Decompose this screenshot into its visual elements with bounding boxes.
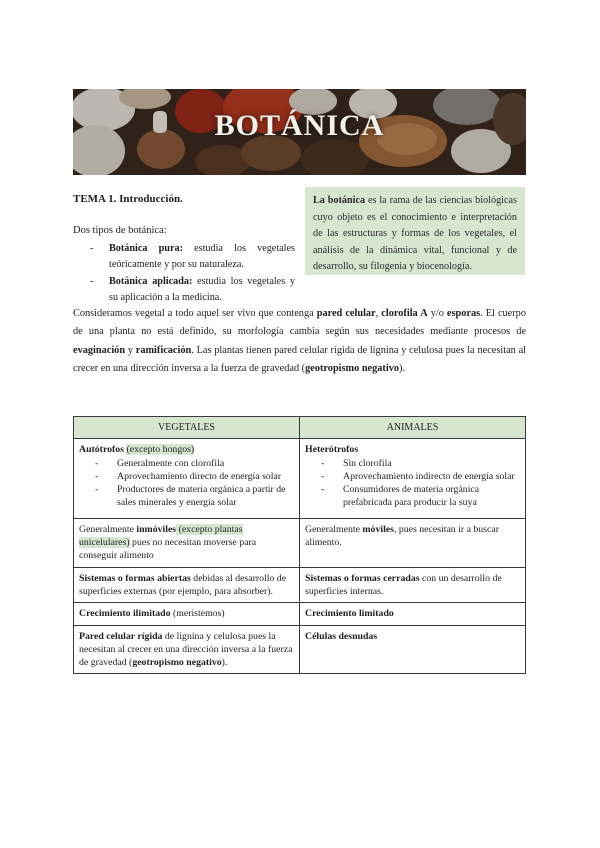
table-cell — [74, 625, 300, 674]
cell-bold: móviles — [362, 523, 394, 535]
cell-text: de lignina y celulosa pues la necesitan al crecer en una dirección inversa a la fuerza de gravedad ( — [79, 630, 293, 669]
paragraph-bold: pared celular — [316, 308, 376, 319]
cell-text: Generalmente — [305, 523, 363, 535]
cell-text: pues no necesitan moverse para conseguir alimento — [79, 537, 257, 562]
list-item — [90, 241, 295, 274]
cell-text: debidas al desarrollo de superficies externas (por ejemplo, para absorber). — [79, 572, 287, 597]
paragraph-text: y — [125, 344, 136, 356]
table-cell — [300, 603, 526, 625]
table-cell — [300, 567, 526, 603]
list-item: - Consumidores de materia orgánica prefabricada para producir la suya — [321, 483, 520, 510]
table-cell — [74, 567, 300, 603]
list-item: - Aprovechamiento directo de energía solar — [95, 470, 294, 483]
column-header-vegetales: VEGETALES — [74, 417, 300, 439]
types-intro: Dos tipos de botánica: — [73, 225, 167, 236]
table-row — [74, 439, 526, 518]
body-paragraph — [73, 305, 526, 378]
cell-bold: Sistemas o formas abiertas — [79, 572, 191, 584]
cell-bold: Crecimiento ilimitado — [79, 608, 171, 620]
paragraph-text: Consideramos vegetal a todo aquel ser vivo que contenga — [73, 308, 317, 319]
cell-text: (meristemos) — [170, 608, 225, 620]
list-item: - Generalmente con clorofila — [95, 457, 294, 470]
cell-bold: Pared celular rígida — [79, 630, 163, 642]
types-list — [90, 241, 295, 307]
page-title: BOTÁNICA — [214, 109, 385, 142]
table-cell — [74, 439, 300, 518]
cell-list — [305, 457, 520, 510]
type-text: estudia los vegetales teóricamente y por su naturaleza. — [109, 243, 296, 271]
comparison-table — [73, 416, 526, 674]
cell-bold: Autótrofos — [79, 444, 124, 456]
paragraph-bold: geotropismo negativo — [305, 362, 400, 374]
type-text: estudia los vegetales y su aplicación a la medicina. — [109, 275, 295, 304]
table-cell — [74, 518, 300, 567]
cell-text: , pues necesitan ir a buscar alimento. — [305, 523, 499, 549]
cell-text: con un desarrollo de superficies internas. — [305, 572, 502, 597]
cell-highlight: (excepto plantas unicelulares) — [79, 523, 243, 549]
cell-bold: inmóviles — [136, 523, 177, 535]
table-header-row — [74, 417, 526, 439]
cell-bold: Sistemas o formas cerradas — [305, 572, 420, 584]
section-heading: TEMA 1. Introducción. — [73, 193, 183, 205]
table-row — [74, 518, 526, 567]
table-row — [74, 603, 526, 625]
cell-bold: Células desnudas — [305, 630, 378, 642]
paragraph-text: y/o — [427, 308, 447, 319]
definition-callout — [305, 187, 525, 275]
header-banner — [73, 89, 526, 175]
column-header-animales: ANIMALES — [300, 417, 526, 439]
paragraph-text: . Las plantas tienen pared celular rígida de lignina y celulosa pues la necesitan al crecer en una dirección inversa a la fuerza de gravedad ( — [73, 344, 526, 374]
type-term: Botánica aplicada: — [109, 275, 193, 287]
list-item: - Aprovechamiento indirecto de energía solar — [321, 470, 520, 483]
table-cell — [300, 625, 526, 674]
callout-text: es la rama de las ciencias biológicas cuyo objeto es el conocimiento e interpretación de las estructuras y formas de los vegetales, el análisis de la dinámica vital, funcional y de desarrollo, su filogenia y biocenología. — [313, 195, 518, 272]
table-cell — [300, 518, 526, 567]
cell-bold: Crecimiento limitado — [305, 608, 394, 620]
cell-text: Generalmente — [79, 523, 137, 535]
paragraph-text: , — [375, 308, 382, 319]
table-cell — [74, 603, 300, 625]
table-cell — [300, 439, 526, 518]
type-term: Botánica pura: — [109, 243, 183, 254]
callout-term: La botánica — [313, 195, 366, 206]
paragraph-bold: ramificación — [135, 344, 192, 356]
table-row — [74, 625, 526, 674]
cell-bold: geotropismo negativo — [132, 657, 222, 669]
list-item — [90, 274, 295, 307]
cell-bold: Heterótrofos — [305, 444, 359, 456]
paragraph-bold: esporas — [446, 308, 481, 319]
paragraph-text: . El cuerpo de una planta no está definido, su morfología cambia según sus necesidades mediante procesos de — [73, 308, 526, 338]
paragraph-text: ). — [399, 362, 406, 374]
cell-text: ). — [221, 657, 228, 669]
paragraph-bold: evaginación — [73, 344, 126, 356]
cell-highlight: (excepto hongos) — [126, 444, 195, 456]
table-row — [74, 567, 526, 603]
cell-list — [79, 457, 294, 510]
list-item: - Productores de materia orgánica a partir de sales minerales y energía solar — [95, 483, 294, 510]
list-item: - Sin clorofila — [321, 457, 520, 470]
paragraph-bold: clorofila A — [381, 308, 428, 319]
